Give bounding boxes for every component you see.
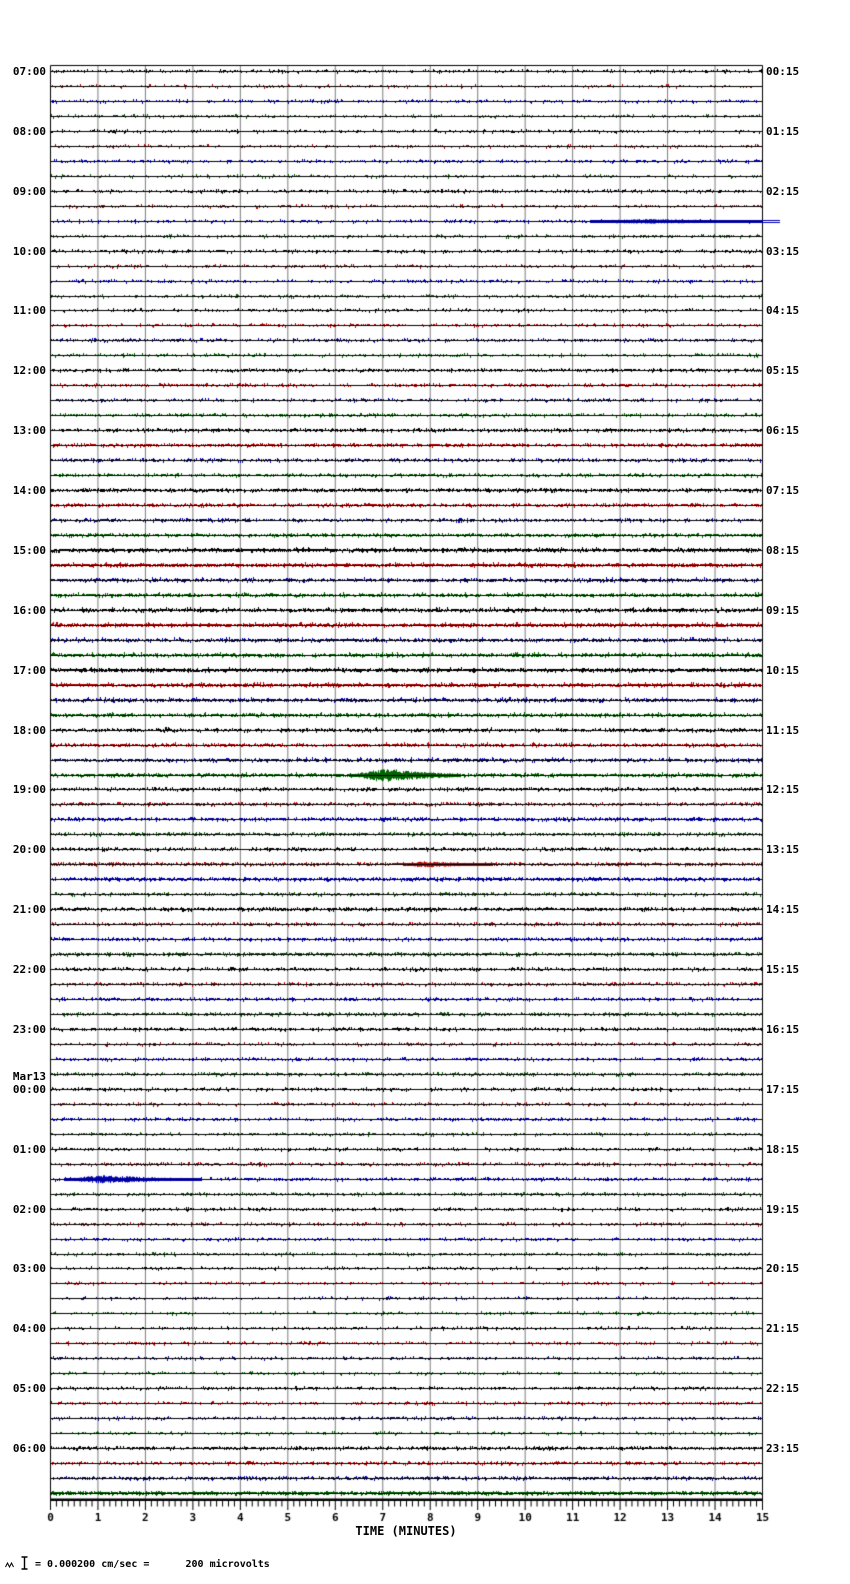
local-hour-label: 03:15: [766, 245, 800, 258]
utc-hour-label: 08:00: [12, 125, 46, 138]
local-hour-label: 19:15: [766, 1203, 800, 1216]
local-hour-label: 12:15: [766, 783, 800, 796]
local-hour-label: 00:15: [766, 65, 800, 78]
local-hour-label: 14:15: [766, 903, 800, 916]
local-hour-label: 23:15: [766, 1442, 800, 1455]
utc-hour-label: 22:00: [12, 963, 46, 976]
local-hour-label: 16:15: [766, 1023, 800, 1036]
local-hour-label: 09:15: [766, 604, 800, 617]
utc-hour-label: 15:00: [12, 544, 46, 557]
local-hour-label: 07:15: [766, 484, 800, 497]
utc-hour-label: 12:00: [12, 364, 46, 377]
local-hour-label: 21:15: [766, 1322, 800, 1335]
local-hour-label: 20:15: [766, 1262, 800, 1275]
footer-scale-note: [5, 1556, 270, 1570]
local-hour-label: 10:15: [766, 664, 800, 677]
utc-hour-label: 02:00: [12, 1203, 46, 1216]
local-hour-label: 11:15: [766, 724, 800, 737]
local-hour-label: 13:15: [766, 843, 800, 856]
utc-hour-label: 09:00: [12, 185, 46, 198]
utc-hour-label: 01:00: [12, 1143, 46, 1156]
local-hour-label: 22:15: [766, 1382, 800, 1395]
utc-hour-label: 06:00: [12, 1442, 46, 1455]
local-hour-label: 01:15: [766, 125, 800, 138]
utc-hour-label: 14:00: [12, 484, 46, 497]
utc-hour-label: 18:00: [12, 724, 46, 737]
scale-bar-small-icon: [20, 1556, 29, 1570]
utc-hour-label: 20:00: [12, 843, 46, 856]
footer-text: = 0.000200 cm/sec = 200 microvolts: [35, 1559, 270, 1570]
utc-hour-label: 23:00: [12, 1023, 46, 1036]
local-hour-label: 15:15: [766, 963, 800, 976]
local-hour-label: 06:15: [766, 424, 800, 437]
local-hour-label: 08:15: [766, 544, 800, 557]
utc-daybreak-label: Mar13: [12, 1070, 46, 1083]
utc-hour-label: 00:00: [12, 1083, 46, 1096]
utc-hour-label: 16:00: [12, 604, 46, 617]
utc-hour-label: 07:00: [12, 65, 46, 78]
utc-hour-label: 21:00: [12, 903, 46, 916]
local-hour-label: 17:15: [766, 1083, 800, 1096]
utc-hour-label: 10:00: [12, 245, 46, 258]
local-hour-label: 02:15: [766, 185, 800, 198]
utc-hour-label: 19:00: [12, 783, 46, 796]
utc-hour-label: 17:00: [12, 664, 46, 677]
local-hour-label: 04:15: [766, 304, 800, 317]
utc-hour-label: 05:00: [12, 1382, 46, 1395]
utc-hour-label: 03:00: [12, 1262, 46, 1275]
waveform-icon: [5, 1561, 14, 1569]
utc-hour-label: 13:00: [12, 424, 46, 437]
x-axis-title: TIME (MINUTES): [355, 1524, 457, 1538]
local-hour-label: 18:15: [766, 1143, 800, 1156]
utc-hour-label: 04:00: [12, 1322, 46, 1335]
local-hour-label: 05:15: [766, 364, 800, 377]
utc-hour-label: 11:00: [12, 304, 46, 317]
